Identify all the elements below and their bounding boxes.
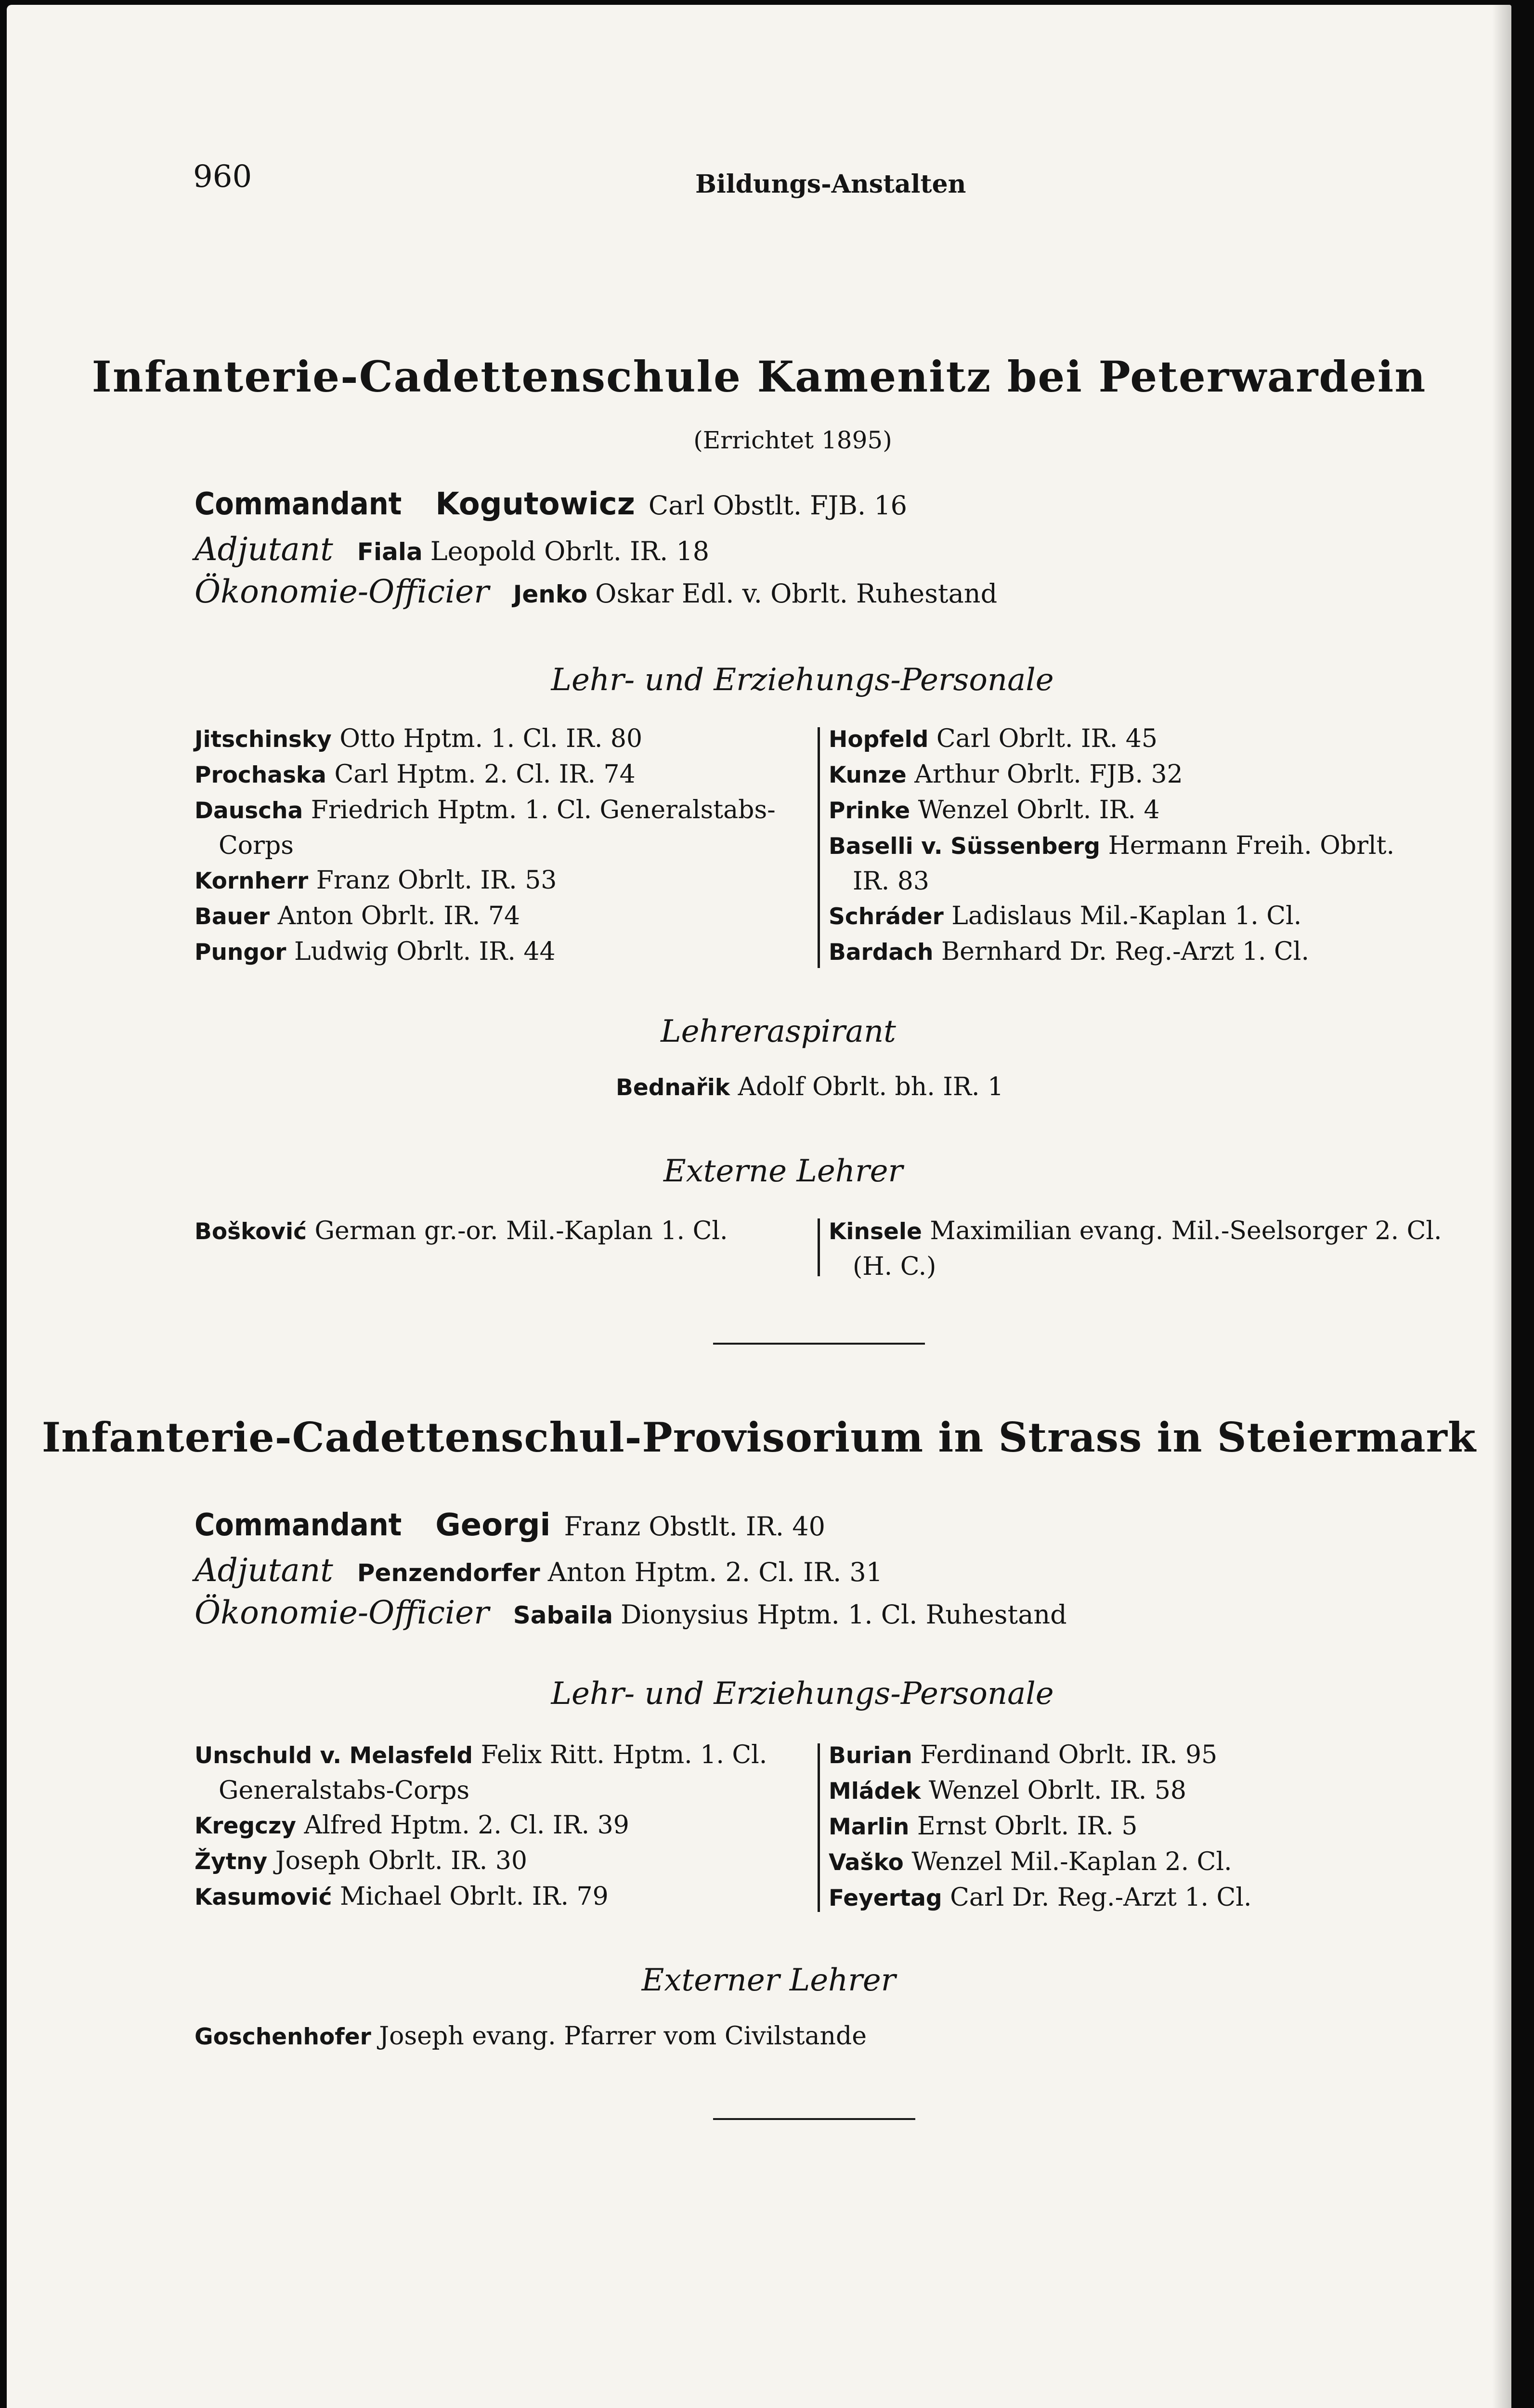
s1-external-right xyxy=(829,1214,1442,1284)
staff-entry: Žytny Joseph Obrlt. IR. 30 xyxy=(195,1846,528,1875)
officer-name: Kogutowicz xyxy=(435,486,635,522)
s1-officer-oekonomie xyxy=(195,573,997,610)
s2-external-entry: Goschenhofer Joseph evang. Pfarrer vom Civilstande xyxy=(195,2022,867,2051)
staff-entry: Kregczy Alfred Hptm. 2. Cl. IR. 39 xyxy=(195,1811,629,1840)
s2-officer-oekonomie xyxy=(195,1594,1067,1631)
staff-entry: Burian Ferdinand Obrlt. IR. 95 xyxy=(829,1741,1218,1769)
s2-officer-commandant xyxy=(195,1507,825,1543)
officer-details: Dionysius Hptm. 1. Cl. Ruhestand xyxy=(621,1599,1067,1630)
officer-role: Commandant xyxy=(195,486,402,522)
staff-entry: Unschuld v. Melasfeld Felix Ritt. Hptm. 1. Cl. xyxy=(195,1741,767,1769)
s1-staff-right-column xyxy=(829,721,1394,970)
staff-entry: Kornherr Franz Obrlt. IR. 53 xyxy=(195,866,557,895)
s1-staff-heading: Lehr- und Erziehungs-Personale xyxy=(551,662,1054,698)
officer-name: Sabaila xyxy=(513,1601,613,1629)
s2-staff-heading: Lehr- und Erziehungs-Personale xyxy=(551,1676,1054,1712)
officer-role: Ökonomie-Officier xyxy=(195,1594,489,1631)
s2-staff-left-column xyxy=(195,1738,767,1915)
staff-entry: Dauscha Friedrich Hptm. 1. Cl. Generalstabs- xyxy=(195,796,776,824)
staff-entry: Hopfeld Carl Obrlt. IR. 45 xyxy=(829,724,1157,753)
officer-name: Fiala xyxy=(357,538,423,566)
staff-entry: Bardach Bernhard Dr. Reg.-Arzt 1. Cl. xyxy=(829,937,1309,966)
officer-name: Penzendorfer xyxy=(357,1559,540,1587)
section-1-founded: (Errichtet 1895) xyxy=(693,426,892,454)
running-head: Bildungs-Anstalten xyxy=(695,170,966,199)
officer-role: Ökonomie-Officier xyxy=(195,573,489,610)
staff-entry: Marlin Ernst Obrlt. IR. 5 xyxy=(829,1812,1138,1841)
s2-staff-right-column xyxy=(829,1738,1251,1916)
column-divider xyxy=(818,1218,820,1276)
staff-entry: Vaško Wenzel Mil.-Kaplan 2. Cl. xyxy=(829,1847,1232,1876)
book-page xyxy=(7,5,1511,2408)
s1-staff-left-column xyxy=(195,721,776,970)
officer-name: Georgi xyxy=(435,1507,551,1543)
staff-entry-continuation: Corps xyxy=(219,831,294,860)
officer-role: Commandant xyxy=(195,1507,402,1543)
s1-aspirant-entry: Bednařik Adolf Obrlt. bh. IR. 1 xyxy=(616,1073,1004,1101)
staff-entry: Prinke Wenzel Obrlt. IR. 4 xyxy=(829,796,1160,824)
s2-officer-adjutant xyxy=(195,1552,883,1589)
officer-details: Leopold Obrlt. IR. 18 xyxy=(430,536,710,566)
staff-entry-continuation: (H. C.) xyxy=(853,1252,936,1281)
officer-role: Adjutant xyxy=(195,531,333,568)
s1-aspirant-heading: Lehreraspirant xyxy=(661,1014,896,1049)
officer-details: Carl Obstlt. FJB. 16 xyxy=(648,490,908,521)
s2-external-heading: Externer Lehrer xyxy=(641,1963,896,1998)
column-divider xyxy=(818,727,820,968)
s1-external-heading: Externe Lehrer xyxy=(663,1153,903,1189)
staff-entry: Kasumović Michael Obrlt. IR. 79 xyxy=(195,1882,609,1911)
staff-entry: Jitschinsky Otto Hptm. 1. Cl. IR. 80 xyxy=(195,724,643,753)
officer-details: Oskar Edl. v. Obrlt. Ruhestand xyxy=(595,578,998,609)
staff-entry-continuation: IR. 83 xyxy=(853,867,929,896)
officer-name: Jenko xyxy=(513,580,588,608)
section-divider xyxy=(713,2118,915,2120)
officer-role: Adjutant xyxy=(195,1552,333,1589)
staff-entry: Bošković German gr.-or. Mil.-Kaplan 1. Cl. xyxy=(195,1217,728,1245)
s1-officer-adjutant xyxy=(195,531,709,568)
staff-entry: Kunze Arthur Obrlt. FJB. 32 xyxy=(829,760,1183,789)
staff-entry: Pungor Ludwig Obrlt. IR. 44 xyxy=(195,937,556,966)
staff-entry: Prochaska Carl Hptm. 2. Cl. IR. 74 xyxy=(195,760,636,789)
officer-details: Anton Hptm. 2. Cl. IR. 31 xyxy=(547,1557,883,1587)
staff-entry: Feyertag Carl Dr. Reg.-Arzt 1. Cl. xyxy=(829,1883,1252,1912)
officer-details: Franz Obstlt. IR. 40 xyxy=(564,1511,825,1542)
page-number: 960 xyxy=(193,159,252,195)
column-divider xyxy=(818,1743,820,1912)
section-2-title: Infanterie-Cadettenschul-Provisorium in Strass in Steiermark xyxy=(41,1413,1477,1461)
staff-entry: Schráder Ladislaus Mil.-Kaplan 1. Cl. xyxy=(829,902,1302,930)
s1-officer-commandant xyxy=(195,486,907,522)
staff-entry: Mládek Wenzel Obrlt. IR. 58 xyxy=(829,1776,1186,1805)
section-divider xyxy=(713,1343,925,1345)
staff-entry: Kinsele Maximilian evang. Mil.-Seelsorger 2. Cl. xyxy=(829,1217,1442,1245)
staff-entry: Baselli v. Süssenberg Hermann Freih. Obrlt. xyxy=(829,831,1395,860)
staff-entry: Bauer Anton Obrlt. IR. 74 xyxy=(195,902,520,930)
staff-entry-continuation: Generalstabs-Corps xyxy=(219,1776,470,1805)
section-1-title: Infanterie-Cadettenschule Kamenitz bei Peterwardein xyxy=(91,352,1427,402)
s1-external-left xyxy=(195,1214,728,1249)
